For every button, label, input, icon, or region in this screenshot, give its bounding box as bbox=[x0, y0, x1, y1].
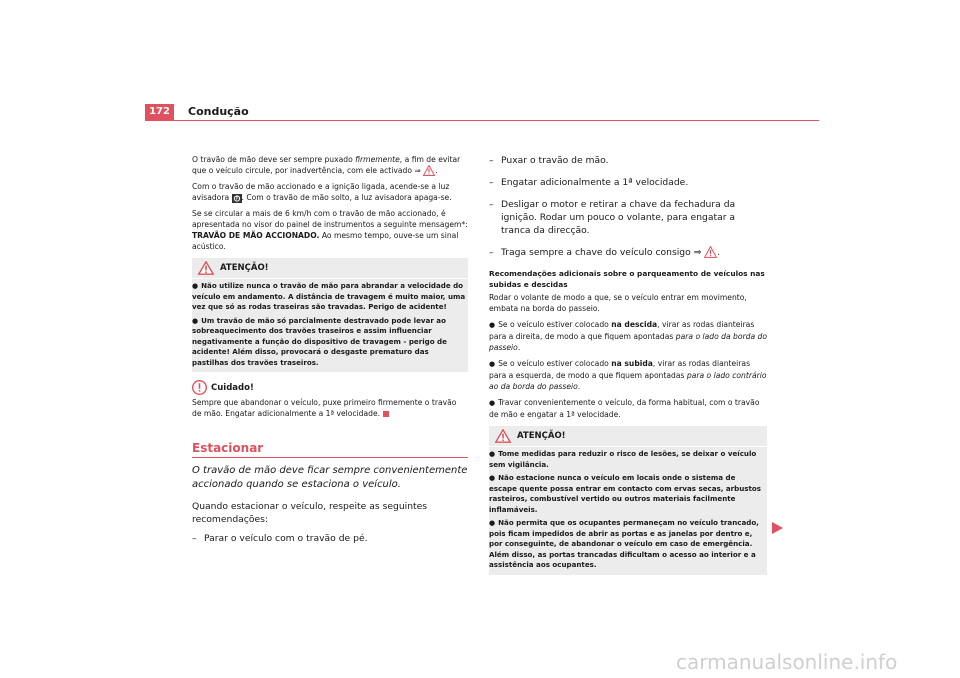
warning-triangle-icon bbox=[495, 429, 511, 443]
warning-item: ● Um travão de mão só parcialmente destravado pode levar ao sobreaquecimento dos travões traseiros e assim influenciar negativamente a função do dispositivo de travagem - perigo de acidente! Além disso, provocará o desgaste prematuro das pastilhas dos travões traseiros. bbox=[192, 315, 447, 367]
svg-text:P: P bbox=[235, 197, 238, 203]
paragraph-steering: Rodar o volante de modo a que, se o veículo entrar em movimento, embata na borda do passeio. bbox=[489, 293, 747, 313]
section-rule bbox=[192, 457, 468, 458]
warning-header bbox=[489, 426, 767, 447]
page-number: 172 bbox=[145, 104, 174, 120]
page-title: Condução bbox=[188, 105, 249, 118]
caution-title: Cuidado! bbox=[211, 382, 254, 393]
warning-triangle-icon bbox=[704, 246, 717, 258]
subheading: Recomendações adicionais sobre o parqueamento de veículos nas subidas e descidas bbox=[489, 269, 765, 289]
step-item: – Desligar o motor e retirar a chave da fechadura da ignição. Rodar um pouco o volante, para engatar a tranca da direcção. bbox=[489, 199, 736, 236]
warning-box bbox=[489, 426, 767, 575]
warning-title: ATENÇÃO! bbox=[220, 263, 269, 273]
section-lead: O travão de mão deve ficar sempre convenientemente accionado quando se estaciona o veículo. bbox=[192, 465, 468, 490]
warning-box bbox=[192, 258, 468, 372]
end-mark-icon bbox=[383, 411, 389, 417]
caution-exclamation-icon bbox=[192, 380, 207, 395]
bullet-item: ● Se o veículo estiver colocado na subida, virar as rodas dianteiras para a esquerda, de modo a que fiquem apontadas para o lado contrário ao da borda do passeio. bbox=[489, 359, 767, 391]
step-item: – Parar o veículo com o travão de pé. bbox=[192, 533, 368, 544]
warning-item: ● Não utilize nunca o travão de mão para abrandar a velocidade do veículo em andamento. A distância de travagem é muito maior, uma vez que só as rodas traseiras são travadas. Perigo de acidente! bbox=[192, 281, 466, 311]
bullet-item: ● Travar convenientemente o veículo, da forma habitual, com o travão de mão e engatar a 1ª velocidade. bbox=[489, 398, 760, 419]
step-item: – Puxar o travão de mão. bbox=[489, 155, 609, 166]
header-rule bbox=[145, 120, 819, 121]
right-column bbox=[489, 154, 767, 583]
next-page-arrow-icon[interactable] bbox=[770, 521, 784, 535]
paragraph-warning-light: Com o travão de mão accionado e a ignição ligada, acende-se a luz avisadora P . Com o travão de mão solto, a luz avisadora apaga-se. bbox=[192, 182, 452, 203]
section-intro: Quando estacionar o veículo, respeite as seguintes recomendações: bbox=[192, 501, 428, 525]
brake-warning-light-icon bbox=[232, 194, 242, 203]
section-title: Estacionar bbox=[192, 441, 264, 455]
left-column bbox=[192, 154, 468, 545]
caution-header bbox=[192, 380, 468, 395]
bullet-item: ● Se o veículo estiver colocado na descida, virar as rodas dianteiras para a direita, de modo a que fiquem apontadas para o lado da borda do passeio. bbox=[489, 320, 767, 352]
warning-triangle-icon bbox=[423, 165, 435, 176]
caution-text: Sempre que abandonar o veículo, puxe primeiro firmemente o travão de mão. Engatar adicionalmente a 1ª velocidade. bbox=[192, 398, 457, 418]
step-item: – Traga sempre a chave do veículo consigo ⇒ . bbox=[489, 247, 721, 258]
warning-item: ● Não estacione nunca o veículo em locais onde o sistema de escape quente possa entrar em contacto com ervas secas, arbustos rasteiros, combustível vertido ou outros materiais facilmente inflamáveis. bbox=[489, 473, 762, 514]
step-item: – Engatar adicionalmente a 1ª velocidade. bbox=[489, 177, 689, 188]
warning-title: ATENÇÃO! bbox=[517, 431, 566, 441]
paragraph-speed-message: Se se circular a mais de 6 km/h com o travão de mão accionado, é apresentada no visor do painel de instrumentos a seguinte mensagem*: TRAVÃO DE MÃO ACCIONADO. Ao mesmo tempo, ouve-se um sinal acústico. bbox=[192, 209, 468, 251]
warning-header bbox=[192, 258, 468, 279]
warning-item: ● Não permita que os ocupantes permaneçam no veículo trancado, pois ficam impedidos de abrir as portas e as janelas por dentro e, por conseguinte, de abandonar o veículo em caso de emergência. Além disso, as portas trancadas dificultam o acesso ao interior e a assistência aos ocupantes. bbox=[489, 518, 759, 569]
warning-triangle-icon bbox=[198, 261, 214, 275]
paragraph-handbrake-firmly: O travão de mão deve ser sempre puxado firmemente, a fim de evitar que o veículo circule, por inadvertência, com ele activado ⇒ . bbox=[192, 155, 461, 175]
watermark: carmanualsonline.info bbox=[676, 650, 898, 674]
warning-item: ● Tome medidas para reduzir o risco de lesões, se deixar o veículo sem vigilância. bbox=[489, 449, 757, 469]
